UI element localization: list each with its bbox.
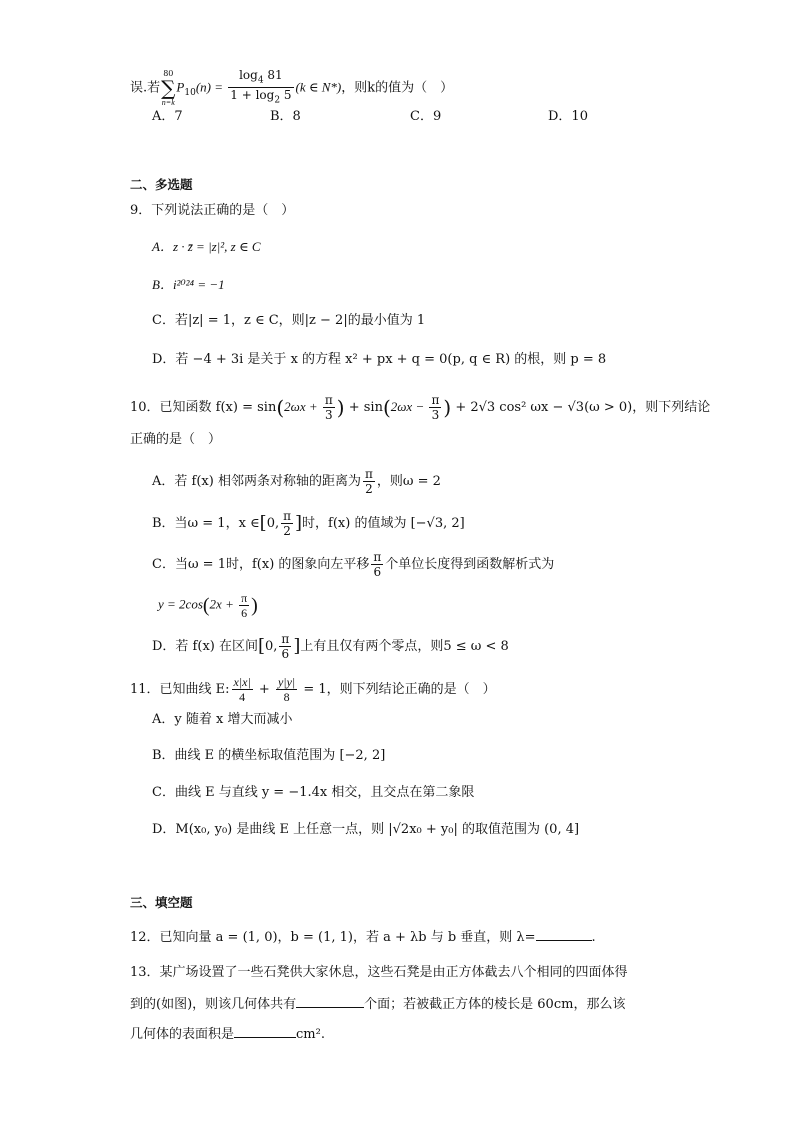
q10-option-c: C．当ω = 1时，f(x) 的图象向左平移 $\frac{\pi}{6}$ 个单位长度得到函数解析式为 (152, 550, 555, 579)
q10-option-d: D．若 f(x) 在区间[0, $\frac{\pi}{6}$ ]上有且仅有两个零点，则5 ≤ ω < 8 (152, 632, 509, 661)
answer-blank[interactable] (234, 1023, 296, 1038)
q10-stem: 10．已知函数 f(x) = sin(2ωx + $\frac{\pi}{3}$ ) + sin(2ωx − $\frac{\pi}{3}$ ) + 2√3 cos² ωx − √3(ω > 0)，则下列结论 (130, 393, 711, 422)
sum-symbol: 80 ∑ n=k (161, 68, 176, 107)
q10-stem-line2: 正确的是（ ） (130, 432, 222, 447)
section-title-multi-choice: 二、多选题 (130, 177, 193, 192)
q8-prefix: 误.若 (130, 80, 161, 96)
answer-blank[interactable] (536, 926, 592, 941)
q13-stem-line3: 几何体的表面积是 cm². (130, 1023, 325, 1045)
q9-option-a: A．z · z̄ = |z|², z ∈ C (152, 239, 261, 254)
q8-option-d: D．10 (548, 109, 588, 124)
q8-option-b: B．8 (270, 109, 301, 124)
q9-option-b: B．i²⁰²⁴ = −1 (152, 277, 225, 292)
q11-option-d: D．M(x₀, y₀) 是曲线 E 上任意一点，则 |√2x₀ + y₀| 的取值范围为 (0, 4] (152, 822, 580, 837)
q9-option-c: C．若|z| = 1，z ∈ C，则|z − 2|的最小值为 1 (152, 313, 426, 328)
q11-option-c: C．曲线 E 与直线 y = −1.4x 相交，且交点在第二象限 (152, 785, 475, 800)
q8-option-a: A．7 (152, 109, 183, 124)
q12-stem: 12．已知向量 a = (1, 0)，b = (1, 1)，若 a + λb 与 b 垂直，则 λ= . (130, 926, 596, 948)
section-title-fill-blank: 三、填空题 (130, 895, 193, 910)
answer-blank[interactable] (296, 993, 364, 1008)
q13-stem-line2: 到的(如图)，则该几何体共有 个面；若被截正方体的棱长是 60cm，那么该 (130, 993, 625, 1015)
q10-option-a: A．若 f(x) 相邻两条对称轴的距离为 $\frac{\pi}{2}$ ，则ω = 2 (152, 467, 441, 496)
q8-option-c: C．9 (410, 109, 442, 124)
q8-stem-tail: 误.若 80 ∑ n=k $P_{10}(n)$ = $\frac{\log_4 81}{1 + \log_2 5}$ (k ∈ N*)，则k的值为（ ） (130, 68, 454, 107)
q10-option-b: B．当ω = 1，x ∈[0, $\frac{\pi}{2}$ ]时，f(x) 的值域为 [−√3, 2] (152, 509, 465, 538)
q8-fraction: $\frac{\log_4 81}{1 + \log_2 5}$ (230, 68, 292, 106)
q11-option-b: B．曲线 E 的横坐标取值范围为 [−2, 2] (152, 748, 386, 763)
q9-option-d: D．若 −4 + 3i 是关于 x 的方程 x² + px + q = 0(p, q ∈ R) 的根，则 p = 8 (152, 352, 607, 367)
q13-stem-line1: 13．某广场设置了一些石凳供大家休息，这些石凳是由正方体截去八个相同的四面体得 (130, 965, 628, 980)
q10-option-c-formula: y = 2cos(2x + $\frac{\pi}{6}$ ) (158, 591, 258, 620)
q11-stem: 11．已知曲线 E: $\frac{x|x|}{4}$ + $\frac{y|y|}{8}$ = 1，则下列结论正确的是（ ） (130, 675, 496, 704)
q9-stem: 9．下列说法正确的是（ ） (130, 203, 295, 218)
q11-option-a: A．y 随着 x 增大而减小 (152, 712, 293, 727)
